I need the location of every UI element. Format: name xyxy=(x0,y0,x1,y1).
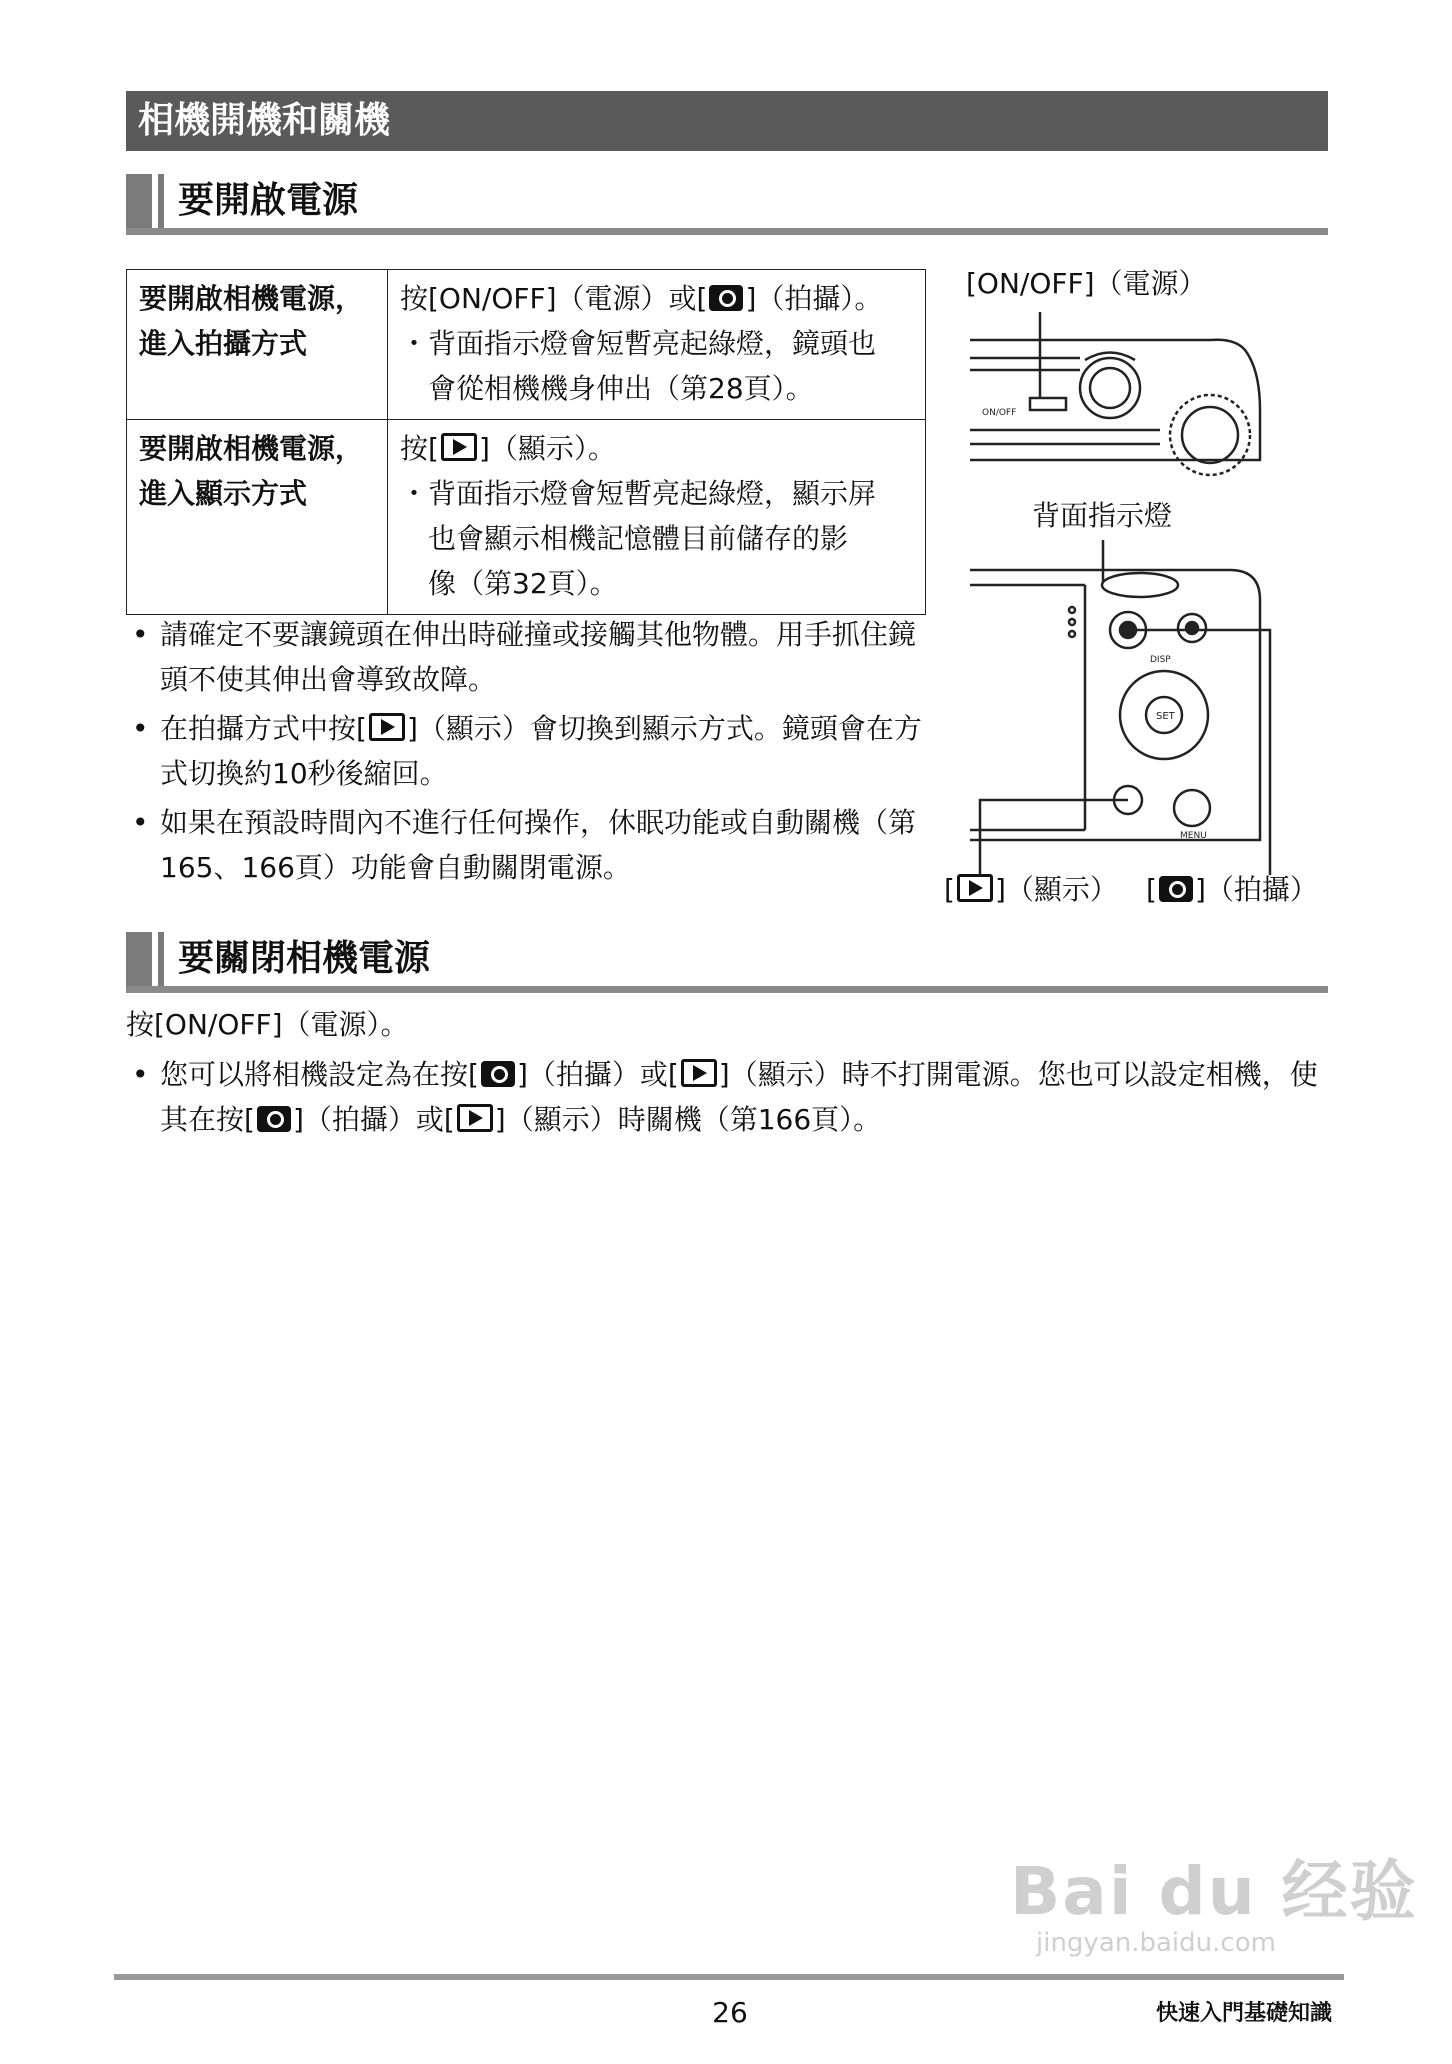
disp-label: DISP xyxy=(1150,655,1171,665)
heading-marker xyxy=(126,932,152,986)
footer-section: 快速入門基礎知識 xyxy=(1156,2001,1333,2026)
section-title: 要關閉相機電源 xyxy=(178,938,431,979)
camera-button-icon xyxy=(257,1106,291,1132)
onoff-label: ON/OFF xyxy=(982,408,1017,418)
watermark-url: jingyan.baidu.com xyxy=(1036,1928,1276,1958)
power-off-notes xyxy=(126,1052,1336,1146)
section-title: 要開啟電源 xyxy=(178,180,359,221)
heading-marker xyxy=(158,174,164,228)
table-row xyxy=(127,270,926,420)
camera-button-icon xyxy=(481,1061,515,1087)
heading-rule xyxy=(126,228,1328,235)
list-item: • 請確定不要讓鏡頭在伸出時碰撞或接觸其他物體。用手抓住鏡頭不使其伸出會導致故障。 xyxy=(132,618,917,696)
notes-list xyxy=(126,612,926,894)
table-cell-label: 要開啟相機電源， 進入拍攝方式 xyxy=(127,270,388,420)
set-label: SET xyxy=(1156,711,1175,722)
watermark-logo: Bai du 经验 xyxy=(1010,1853,1418,1930)
section-heading-power-on xyxy=(126,174,1328,236)
power-off-instruction: 按[ON/OFF]（電源）。 xyxy=(126,1008,409,1041)
footer-rule xyxy=(114,1974,1344,1980)
heading-marker xyxy=(158,932,164,986)
chapter-title: 相機開機和關機 xyxy=(126,91,1328,151)
play-button-icon xyxy=(681,1059,717,1087)
menu-label: MENU xyxy=(1180,831,1207,841)
heading-rule xyxy=(126,986,1328,993)
table-cell-label: 要開啟相機電源， 進入顯示方式 xyxy=(127,420,388,615)
list-item: • 如果在預設時間內不進行任何操作，休眠功能或自動關機（第165、166頁）功能會自動關閉電源。 xyxy=(132,806,917,884)
power-on-table xyxy=(126,269,926,615)
heading-marker xyxy=(126,174,152,228)
list-item: • 在拍攝方式中按[ ]（顯示）會切換到顯示方式。鏡頭會在方式切換約10秒後縮回。 xyxy=(132,712,922,790)
play-button-icon xyxy=(457,1104,493,1132)
shoot-button-caption: [ ]（拍攝） xyxy=(1146,873,1318,906)
play-button-icon xyxy=(441,433,477,461)
page-number: 26 xyxy=(712,1996,748,2029)
play-button-caption: [ ]（顯示） xyxy=(944,873,1118,906)
power-button-caption: [ON/OFF]（電源） xyxy=(966,267,1207,300)
back-lamp-caption: 背面指示燈 xyxy=(1032,499,1173,532)
list-item: • 您可以將相機設定為在按[ ]（拍攝）或[ ]（顯示）時不打開電源。您也可以設定相機，使其在按[ ]（拍攝）或[ ]（顯示）時關機（第166頁）。 xyxy=(132,1058,1318,1136)
table-row xyxy=(127,420,926,615)
camera-illustration xyxy=(960,300,1320,880)
section-heading-power-off xyxy=(126,932,1328,994)
play-button-icon xyxy=(369,713,405,741)
table-cell-description: 按[ ]（顯示）。 ・背面指示燈會短暫亮起綠燈，顯示屏 也會顯示相機記憶體目前儲存的影 像（第32頁）。 xyxy=(388,420,926,615)
table-cell-description: 按[ON/OFF]（電源）或[ ]（拍攝）。 ・背面指示燈會短暫亮起綠燈，鏡頭也 會從相機機身伸出（第28頁）。 xyxy=(388,270,926,420)
camera-button-icon xyxy=(709,285,743,311)
